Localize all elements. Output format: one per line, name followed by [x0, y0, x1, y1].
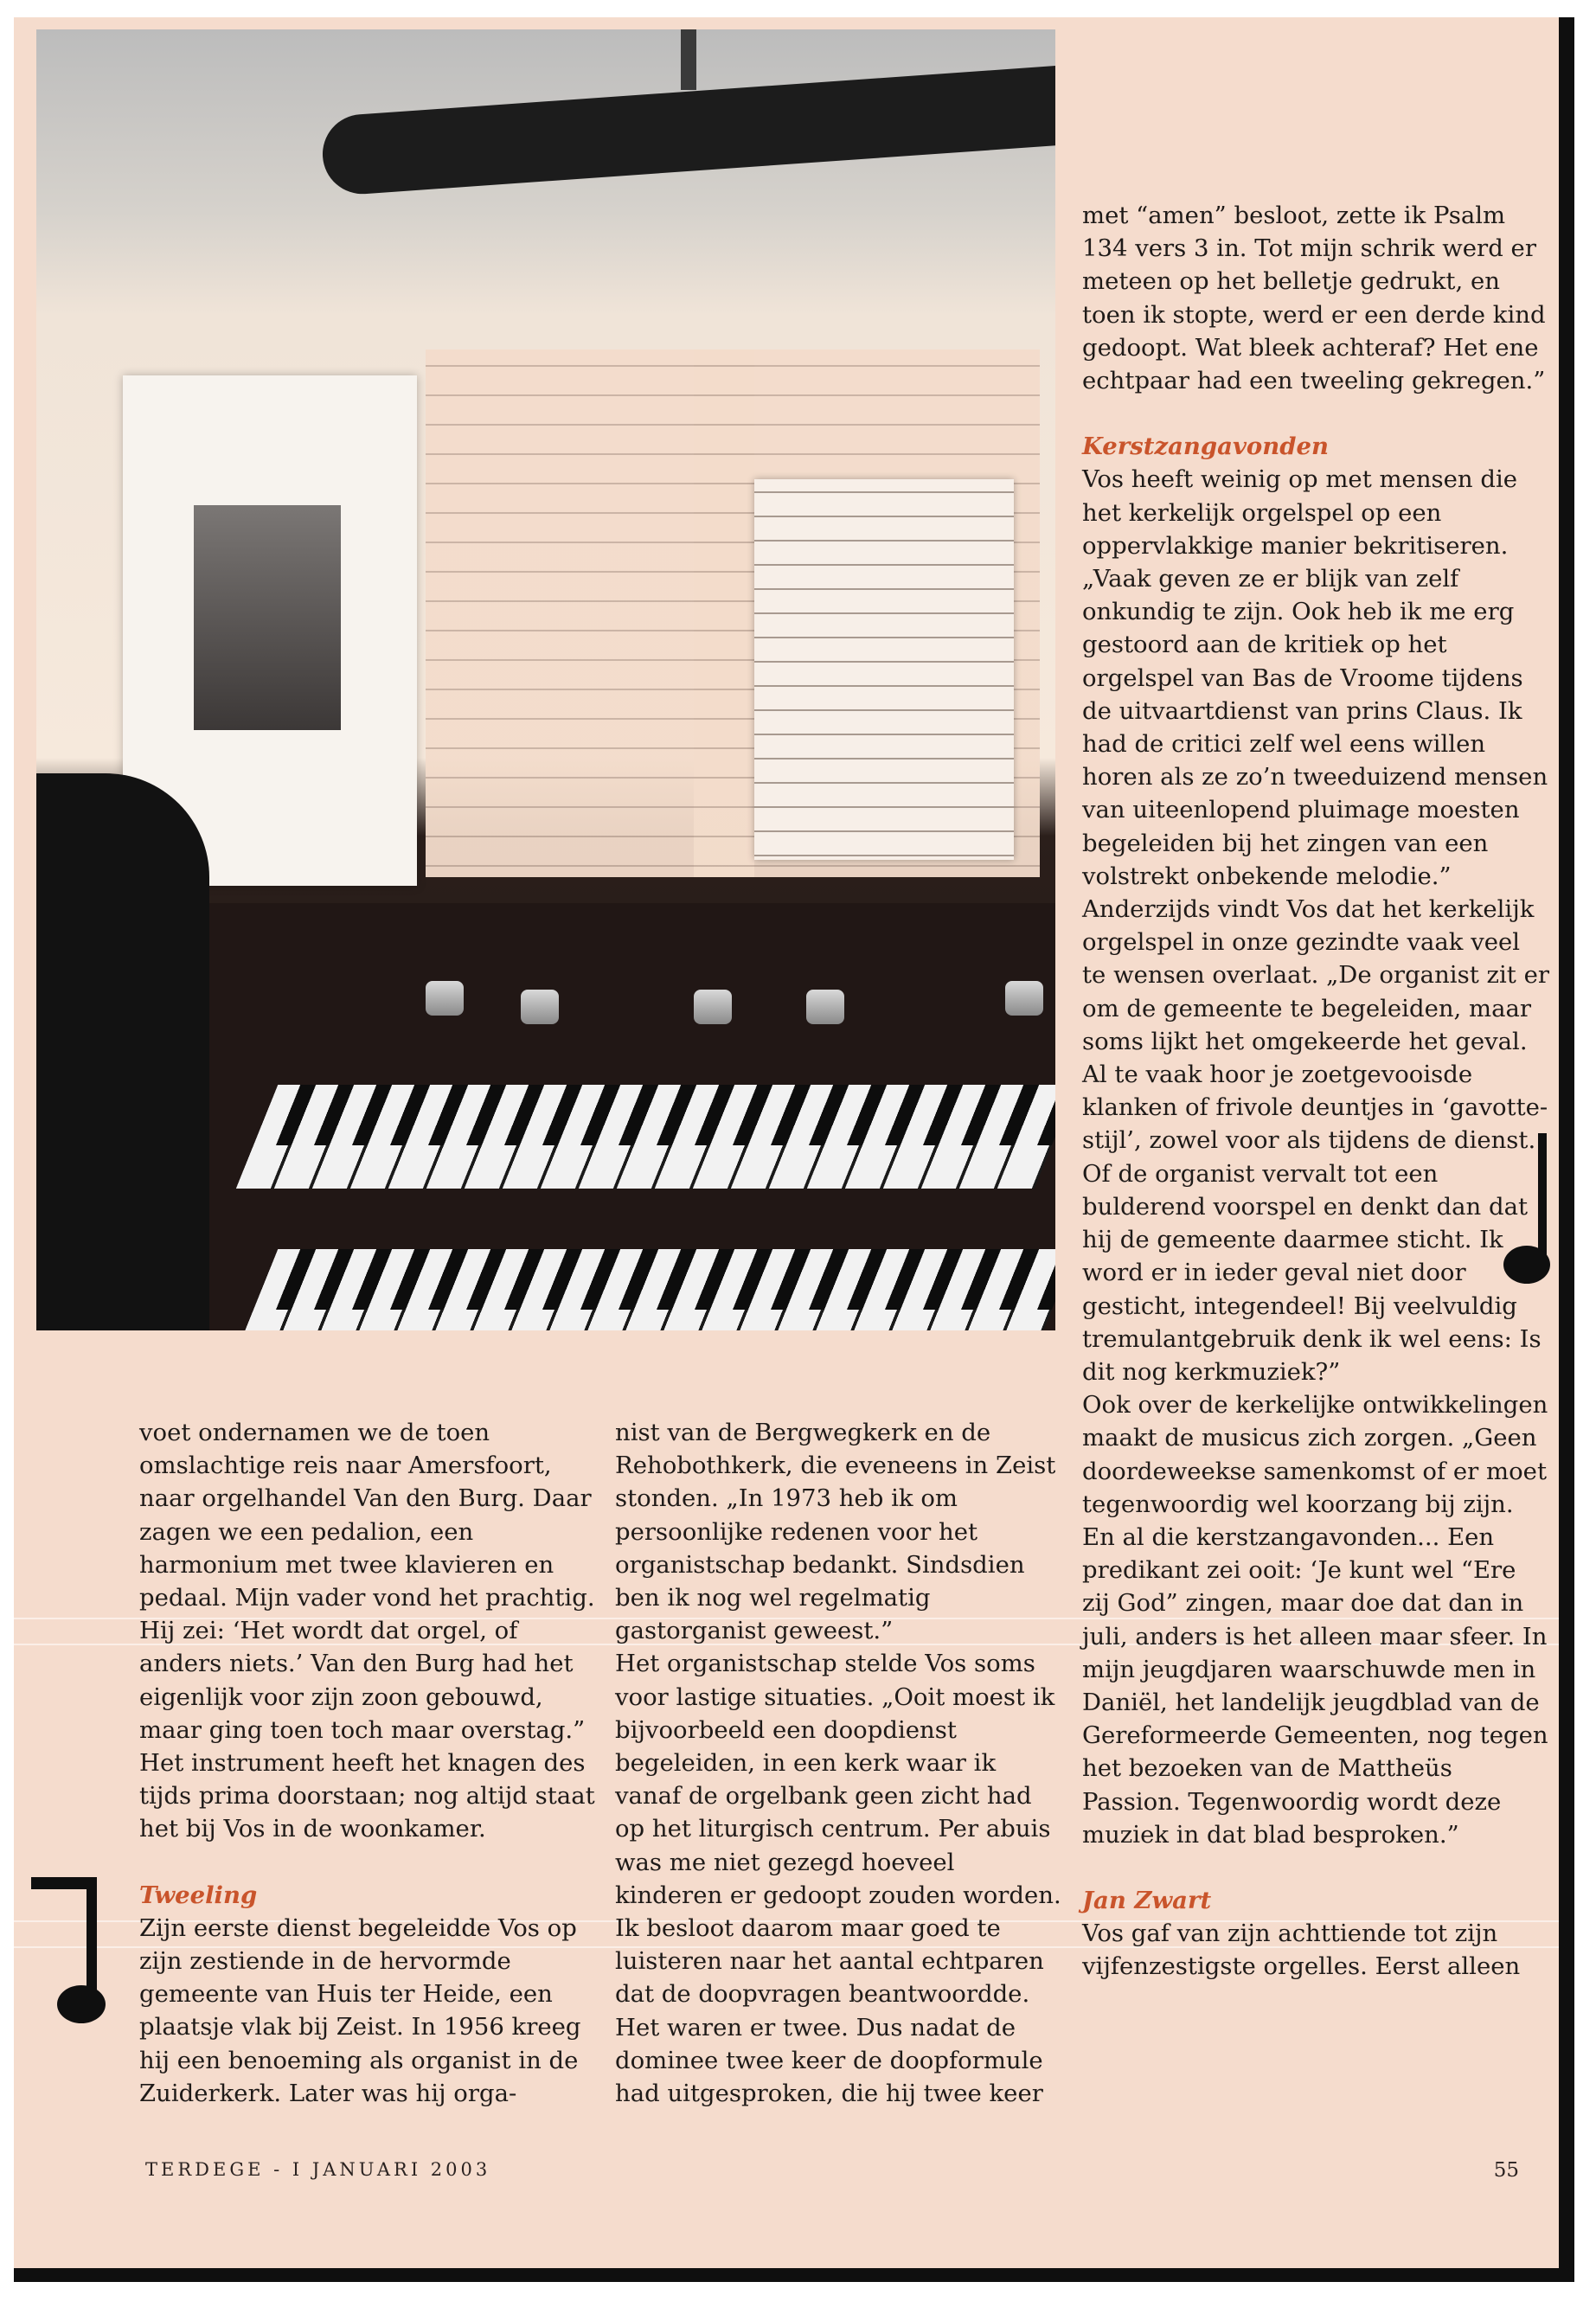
organ-stop: [806, 990, 844, 1024]
paragraph: Vos heeft weinig op met mensen die het kerkelijk orgelspel op een oppervlakkige manier bekritiseren. „Vaak geven ze er blijk van zelf onkundig te zijn. Ook heb ik me erg gestoord aan de kritiek op het orgelspel van Bas de Vroome tijdens de uitvaartdienst van prins Claus. Ik had de critici zelf wel eens willen horen als ze zo’n tweeduizend mensen van uiteenlopend pluimage moesten begeleiden bij het zingen van een volstrekt onbekende melodie.”: [1082, 465, 1548, 890]
organ-photo: [36, 29, 1055, 1330]
section-heading: Jan Zwart: [1082, 1886, 1212, 1914]
paragraph: Zijn eerste dienst begeleidde Vos op zijn zestiende in de hervormde gemeente van Huis ter Heide, een plaatsje vlak bij Zeist. In 1956 kreeg hij een benoeming als organist in de Zuiderkerk. Later was hij orga-: [139, 1913, 581, 2107]
music-note-head-icon: [57, 1985, 106, 2023]
organ-stop: [1005, 981, 1043, 1016]
organ-stop: [426, 981, 464, 1016]
paragraph: met “amen” besloot, zette ik Psalm 134 vers 3 in. Tot mijn schrik werd er meteen op het belletje gedrukt, en toen ik stopte, werd er een derde kind gedoopt. Wat bleek achteraf? Het ene echtpaar had een tweeling gekregen.”: [1082, 202, 1546, 395]
page-number: 55: [1493, 2159, 1519, 2182]
organist-silhouette: [36, 773, 209, 1330]
music-note-icon: [31, 1877, 92, 1889]
publication-footer: TERDEGE - I JANUARI 2003: [145, 2159, 491, 2180]
paragraph: Het instrument heeft het knagen des tijds prima doorstaan; nog altijd staat het bij Vos in de woonkamer.: [139, 1749, 595, 1843]
organ-stop: [694, 990, 732, 1024]
paragraph: Het organistschap stelde Vos soms voor lastige situaties. „Ooit moest ik bijvoorbeeld een doopdienst begeleiden, in een kerk waar ik vanaf de orgelbank geen zicht had op het liturgisch centrum. Per abuis was me niet gezegd hoeveel kinderen er gedoopt zouden worden. Ik besloot daarom maar goed te luisteren naar het aantal echtparen dat de doopvragen beantwoordde. Het waren er twee. Dus nadat de dominee twee keer de doopformule had uitgesproken, die hij twee keer: [615, 1650, 1061, 2108]
book-cover-image: [194, 505, 341, 730]
organ-keyboard-upper: [236, 1085, 1055, 1189]
article-column-3: [1082, 199, 1549, 1984]
article-column-2: [615, 1416, 1065, 2110]
paragraph: Vos gaf van zijn achttiende tot zijn vijfenzestigste orgelles. Eerst alleen: [1082, 1920, 1521, 1981]
organ-keyboard-lower: [236, 1249, 1055, 1330]
article-column-1: [139, 1416, 598, 2110]
paragraph: voet ondernamen we de toen omslachtige reis naar Amersfoort, naar orgelhandel Van den Burg. Daar zagen we een pedalion, een harmonium met twee klavieren en pedaal. Mijn vader vond het prachtig. Hij zei: ‘Het wordt dat orgel, of anders niets.’ Van den Burg had het eigenlijk voor zijn zoon gebouwd, maar ging toen toch maar overstag.”: [139, 1419, 595, 1744]
paragraph: Anderzijds vindt Vos dat het kerkelijk orgelspel in onze gezindte vaak veel te wensen overlaat. „De organist zit er om de gemeente te begeleiden, maar soms lijkt het omgekeerde het geval. Al te vaak hoor je zoetgevooisde klanken of frivole deuntjes in ‘gavotte-stijl’, zowel voor als tijdens de dienst. Of de organist vervalt tot een bulderend voorspel en denkt dan dat hij de gemeente daarmee sticht. Ik word er in ieder geval niet door gesticht, integendeel! Bij veelvuldig tremulantgebruik denk ik wel eens: Is dit nog kerkmuziek?”: [1082, 895, 1549, 1386]
sheet-music-small: [754, 479, 1014, 860]
section-heading: Kerstzangavonden: [1082, 433, 1329, 461]
paragraph: nist van de Bergwegkerk en de Rehobothkerk, die eveneens in Zeist stonden. „In 1973 heb ik om persoonlijke redenen voor het organistschap bedankt. Sindsdien ben ik nog wel regelmatig gastorganist geweest.”: [615, 1419, 1056, 1645]
section-heading: Tweeling: [139, 1881, 258, 1909]
lamp-post: [681, 29, 696, 90]
organ-stop: [521, 990, 559, 1024]
paragraph: Ook over de kerkelijke ontwikkelingen maakt de musicus zich zorgen. „Geen doordeweekse samenkomst of er moet tegenwoordig wel koorzang bij zijn. En al die kerstzangavonden... Een predikant zei ooit: ‘Je kunt wel “Ere zij God” zingen, maar doe dat dan in juli, anders is het alleen maar sfeer. In mijn jeugdjaren waarschuwde men in Daniël, het landelijk jeugdblad van de Gereformeerde Gemeenten, nog tegen het bezoeken van de Mattheüs Passion. Tegenwoordig wordt deze muziek in dat blad besproken.”: [1082, 1391, 1548, 1849]
magazine-page: [14, 17, 1574, 2282]
